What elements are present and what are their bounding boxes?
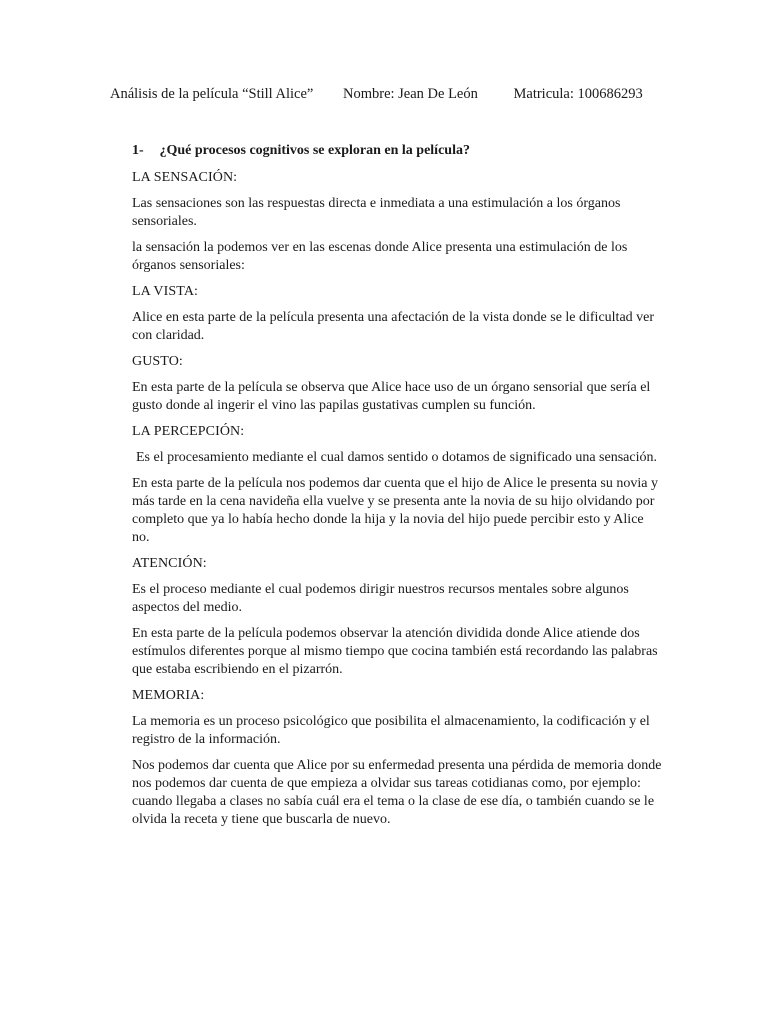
paragraph: La memoria es un proceso psicológico que posibilita el almacenamiento, la codificación y el registro de la información. — [132, 714, 650, 747]
paragraph: Alice en esta parte de la película presenta una afectación de la vista donde se le dificultad ver con claridad. — [132, 310, 655, 343]
paragraph: Es el proceso mediante el cual podemos dirigir nuestros recursos mentales sobre algunos aspectos del medio. — [132, 582, 629, 615]
paragraph: Las sensaciones son las respuestas directa e inmediata a una estimulación a los órganos sensoriales. — [132, 196, 621, 229]
section-heading-gusto: GUSTO: — [132, 354, 183, 369]
section-heading-atencion: ATENCIÓN: — [132, 556, 207, 571]
student-name: Nombre: Jean De León — [342, 86, 478, 102]
student-id: Matricula: 100686293 — [513, 86, 643, 102]
section-heading-vista: LA VISTA: — [132, 284, 199, 299]
paragraph: En esta parte de la película podemos observar la atención dividida donde Alice atiende dos estímulos diferentes porque al mismo tiempo que cocina también está recordando las palabras que estaba escribiendo en el pizarrón. — [132, 626, 658, 677]
document-title: Análisis de la película “Still Alice” — [110, 86, 314, 102]
section-heading-sensacion: LA SENSACIÓN: — [132, 170, 238, 185]
question-text: ¿Qué procesos cognitivos se exploran en la película? — [159, 143, 470, 158]
document-header — [110, 86, 730, 103]
section-heading-memoria: MEMORIA: — [132, 688, 205, 703]
paragraph: Es el procesamiento mediante el cual damos sentido o dotamos de significado una sensación. — [136, 450, 657, 465]
paragraph: la sensación la podemos ver en las escenas donde Alice presenta una estimulación de los órganos sensoriales: — [132, 240, 628, 273]
paragraph: En esta parte de la película nos podemos dar cuenta que el hijo de Alice le presenta su novia y más tarde en la cena navideña ella vuelve y se presenta ante la novia de su hijo olvidando por completo que ya lo había hecho donde la hija y la novia del hijo puede percibir esto y Alice no. — [132, 476, 658, 545]
question-heading — [132, 142, 662, 160]
paragraph: En esta parte de la película se observa que Alice hace uso de un órgano sensorial que sería el gusto donde al ingerir el vino las papilas gustativas cumplen su función. — [132, 380, 651, 413]
document-body — [132, 142, 662, 837]
paragraph: Nos podemos dar cuenta que Alice por su enfermedad presenta una pérdida de memoria donde nos podemos dar cuenta de que empieza a olvidar sus tareas cotidianas como, por ejemplo: cuando llegaba a clases no sabía cuál era el tema o la clase de ese día, o también cuando se le olvida la receta y tiene que buscarla de nuevo. — [132, 758, 662, 827]
question-number: 1- — [132, 143, 144, 158]
section-heading-percepcion: LA PERCEPCIÓN: — [132, 424, 245, 439]
